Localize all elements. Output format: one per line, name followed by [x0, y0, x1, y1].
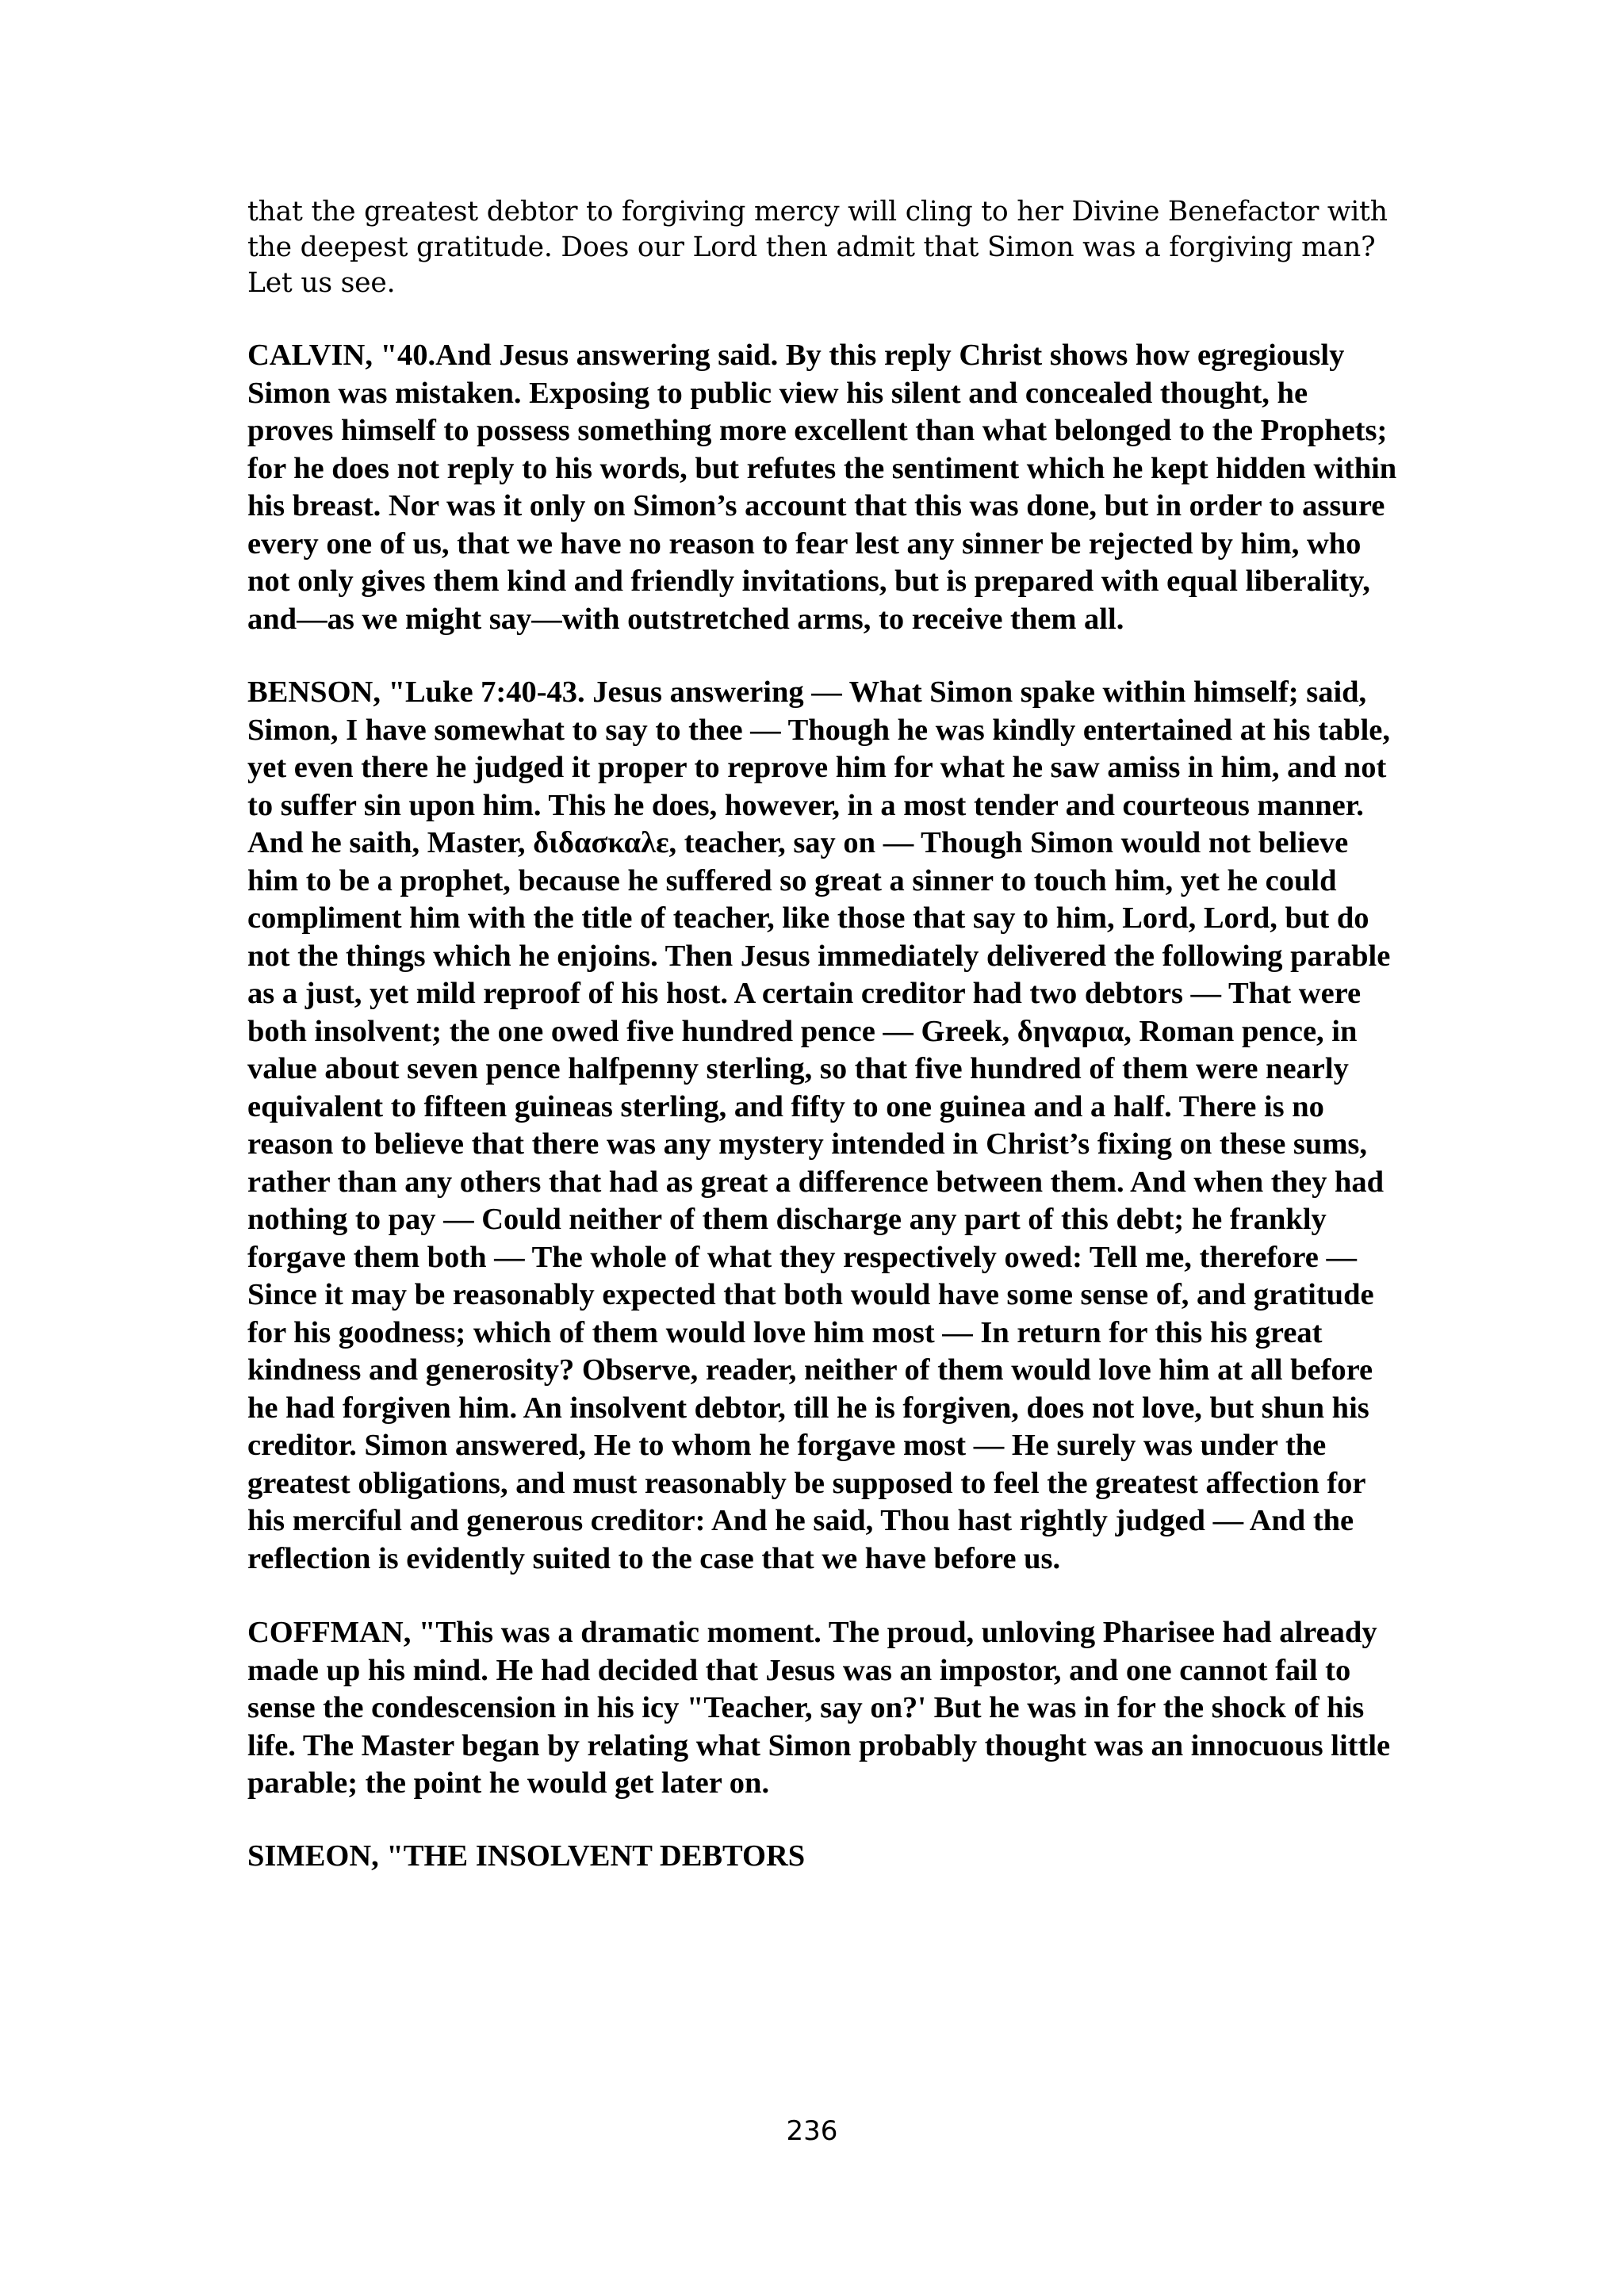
paragraph-coffman: COFFMAN, "This was a dramatic moment. The proud, unloving Pharisee had already made up his mind. He had decided that Jesus was an impostor, and one cannot fail to sense the condescension in his icy "Teacher, say on?' But he was in for the shock of his life. The Master began by relating what Simon probably thought was an innocuous little parable; the point he would get later on. [247, 1616, 1391, 1800]
paragraph-benson: BENSON, "Luke 7:40-43. Jesus answering — What Simon spake within himself; said, Simon, I have somewhat to say to thee — Though he was kindly entertained at his table, yet even there he judged it proper to reprove him for what he saw amiss in him, and not to suffer sin upon him. This he does, however, in a most tender and courteous manner. And he saith, Master, διδασκαλε, teacher, say on — Though Simon would not believe him to be a prophet, because he suffered so great a sinner to touch him, yet he could compliment him with the title of teacher, like those that say to him, Lord, Lord, but do not the things which he enjoins. Then Jesus immediately delivered the following parable as a just, yet mild reproof of his host. A certain creditor had two debtors — That were both insolvent; the one owed five hundred pence — Greek, δηναρια, Roman pence, in value about seven pence halfpenny sterling, so that five hundred of them were nearly equivalent to fifteen guineas sterling, and fifty to one guinea and a half. There is no reason to believe that there was any mystery intended in Christ’s fixing on these sums, rather than any others that had as great a difference between them. And when they had nothing to pay — Could neither of them discharge any part of this debt; he frankly forgave them both — The whole of what they respectively owed: Tell me, therefore — Since it may be reasonably expected that both would have some sense of, and gratitude for his goodness; which of them would love him most — In return for this his great kindness and generosity? Observe, reader, neither of them would love him at all before he had forgiven him. An insolvent debtor, till he is forgiven, does not love, but shun his creditor. Simon answered, He to whom he forgave most — He surely was under the greatest obligations, and must reasonably be supposed to feel the greatest affection for his merciful and generous creditor: And he said, Thou hast rightly judged — And the reflection is evidently suited to the case that we have before us. [247, 675, 1391, 1575]
paragraph-calvin: CALVIN, "40.And Jesus answering said. By this reply Christ shows how egregiously Simon was mistaken. Exposing to public view his silent and concealed thought, he proves himself to possess something more excellent than what belonged to the Prophets; for he does not reply to his words, but refutes the sentiment which he kept hidden within his breast. Nor was it only on Simon’s account that this was done, but in order to assure every one of us, that we have no reason to fear lest any sinner be rejected by him, who not only gives them kind and friendly invitations, but is prepared with equal liberality, and—as we might say—with outstretched arms, to receive them all. [247, 339, 1397, 636]
paragraph-intro: that the greatest debtor to forgiving mercy will cling to her Divine Benefactor with the deepest gratitude. Does our Lord then admit that Simon was a forgiving man? Let us see. [247, 196, 1388, 299]
document-page [247, 194, 1397, 1875]
page-number: 236 [786, 2115, 838, 2147]
paragraph-simeon-heading: SIMEON, "THE INSOLVENT DEBTORS [247, 1839, 806, 1873]
